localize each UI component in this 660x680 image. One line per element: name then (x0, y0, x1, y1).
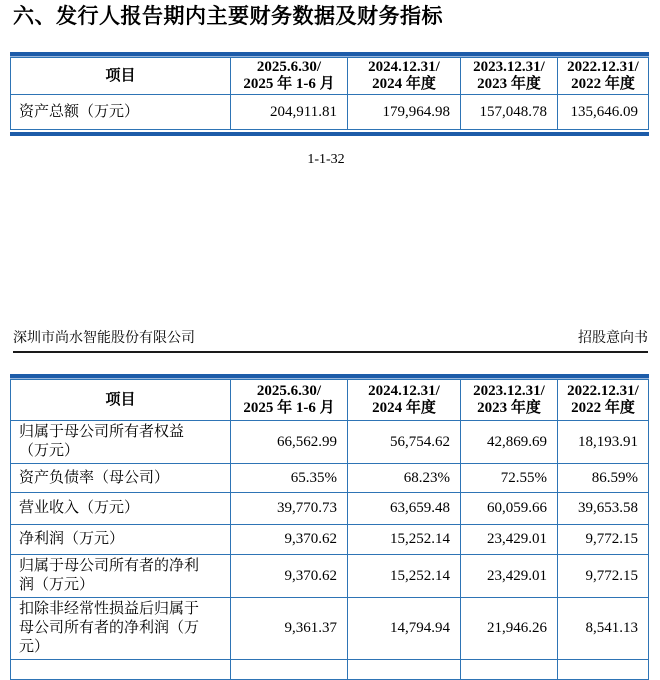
period-date: 2024.12.31/ (368, 383, 440, 399)
cell-value: 66,562.99 (231, 421, 348, 464)
period-span: 2025 年 1-6 月 (243, 400, 335, 416)
cell-value: 9,370.62 (231, 525, 348, 555)
col-header-period-2024 (348, 380, 461, 421)
cell-value: 157,048.78 (461, 95, 558, 130)
cell-value: 56,754.62 (348, 421, 461, 464)
cell-value: 15,252.14 (348, 525, 461, 555)
running-header (13, 330, 648, 348)
row-label: 归属于母公司所有者的净利润（万元） (11, 555, 231, 598)
cell-value: 23,429.01 (461, 555, 558, 598)
col-header-item: 项目 (11, 58, 231, 95)
table-header-row (11, 380, 649, 421)
cell-value: 9,772.15 (558, 525, 649, 555)
row-label: 扣除非经常性损益后归属于母公司所有者的净利润（万元） (11, 598, 231, 660)
doc-type: 招股意向书 (578, 331, 648, 346)
cell-value: 68.23% (348, 464, 461, 493)
period-span: 2022 年度 (571, 76, 635, 92)
running-header-rule (13, 351, 648, 353)
period-date: 2025.6.30/ (256, 383, 322, 399)
row-label: 归属于母公司所有者权益（万元） (11, 421, 231, 464)
col-header-item: 项目 (11, 380, 231, 421)
financial-indicators-table-grid (10, 379, 649, 680)
cell-value: 9,361.37 (231, 598, 348, 660)
cell-value: 86.59% (558, 464, 649, 493)
cell-value: 135,646.09 (558, 95, 649, 130)
total-assets-table (10, 52, 649, 136)
row-total-assets (11, 95, 649, 130)
period-span: 2025 年 1-6 月 (243, 76, 335, 92)
cell-value (461, 660, 558, 680)
row-label: 净利润（万元） (11, 525, 231, 555)
total-assets-table-grid (10, 57, 649, 130)
cell-value: 39,770.73 (231, 493, 348, 525)
cell-value: 21,946.26 (461, 598, 558, 660)
cell-value: 14,794.94 (348, 598, 461, 660)
cell-value: 39,653.58 (558, 493, 649, 525)
period-date: 2022.12.31/ (567, 59, 639, 75)
row-operating-revenue (11, 493, 649, 525)
cell-value: 23,429.01 (461, 525, 558, 555)
col-header-period-2023 (461, 380, 558, 421)
col-header-period-2022 (558, 380, 649, 421)
row-label: 资产负债率（母公司） (11, 464, 231, 493)
row-label (11, 660, 231, 680)
table-row-partial (11, 660, 649, 680)
cell-value: 9,370.62 (231, 555, 348, 598)
cell-value: 15,252.14 (348, 555, 461, 598)
cell-value (348, 660, 461, 680)
row-label: 营业收入（万元） (11, 493, 231, 525)
cell-value: 65.35% (231, 464, 348, 493)
period-date: 2024.12.31/ (368, 59, 440, 75)
table-bottom-thick-rule (10, 132, 649, 136)
row-net-profit (11, 525, 649, 555)
col-header-period-2025h1 (231, 58, 348, 95)
row-debt-ratio-parent (11, 464, 649, 493)
cell-value: 179,964.98 (348, 95, 461, 130)
period-date: 2022.12.31/ (567, 383, 639, 399)
row-net-profit-parent-deducted (11, 598, 649, 660)
cell-value: 42,869.69 (461, 421, 558, 464)
company-name: 深圳市尚水智能股份有限公司 (13, 331, 195, 346)
table-header-row (11, 58, 649, 95)
page-number: 1-1-32 (307, 152, 345, 167)
cell-value: 72.55% (461, 464, 558, 493)
period-span: 2023 年度 (477, 400, 541, 416)
financial-indicators-table (10, 374, 649, 680)
cell-value: 8,541.13 (558, 598, 649, 660)
period-span: 2024 年度 (372, 76, 436, 92)
section-title: 六、发行人报告期内主要财务数据及财务指标 (13, 5, 443, 28)
col-header-period-2022 (558, 58, 649, 95)
row-parent-equity (11, 421, 649, 464)
period-date: 2023.12.31/ (473, 383, 545, 399)
cell-value: 60,059.66 (461, 493, 558, 525)
col-header-period-2024 (348, 58, 461, 95)
col-header-period-2025h1 (231, 380, 348, 421)
cell-value (231, 660, 348, 680)
cell-value: 9,772.15 (558, 555, 649, 598)
period-span: 2022 年度 (571, 400, 635, 416)
cell-value: 18,193.91 (558, 421, 649, 464)
cell-value (558, 660, 649, 680)
period-date: 2023.12.31/ (473, 59, 545, 75)
period-span: 2023 年度 (477, 76, 541, 92)
row-label: 资产总额（万元） (11, 95, 231, 130)
cell-value: 204,911.81 (231, 95, 348, 130)
cell-value: 63,659.48 (348, 493, 461, 525)
period-date: 2025.6.30/ (256, 59, 322, 75)
period-span: 2024 年度 (372, 400, 436, 416)
row-net-profit-parent (11, 555, 649, 598)
col-header-period-2023 (461, 58, 558, 95)
